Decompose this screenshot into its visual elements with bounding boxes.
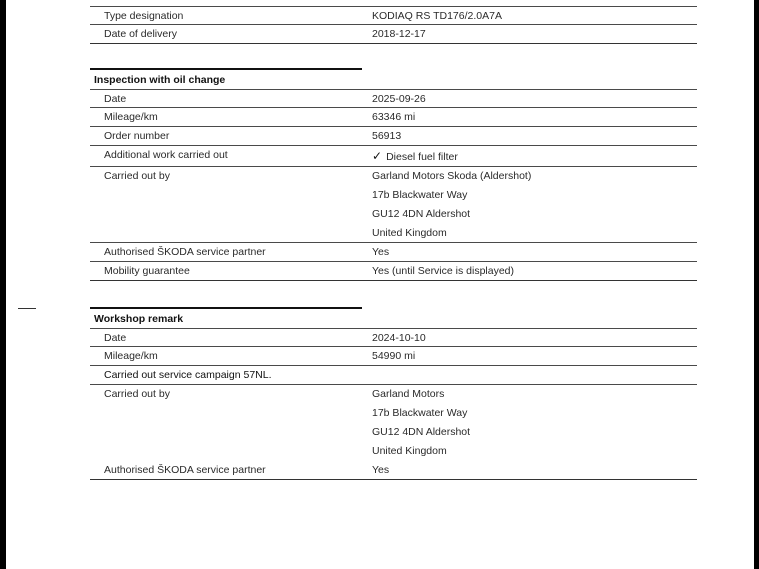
table-row — [90, 328, 697, 347]
workshop-mileage-label: Mileage/km — [104, 350, 158, 362]
table-row — [90, 127, 697, 146]
page-edge-mark — [18, 308, 36, 309]
additional-work-label: Additional work carried out — [104, 149, 228, 161]
checkmark-icon: ✓ — [372, 149, 383, 163]
table-row — [90, 243, 697, 262]
authorised-partner-label: Authorised ŠKODA service partner — [104, 246, 266, 258]
mobility-guarantee-value: Yes (until Service is displayed) — [372, 265, 515, 277]
authorised-partner-label: Authorised ŠKODA service partner — [104, 464, 266, 476]
workshop-remark-text: Carried out service campaign 57NL. — [104, 369, 272, 381]
table-row — [90, 442, 697, 461]
delivery-date-value: 2018-12-17 — [372, 28, 426, 40]
inspection-date-label: Date — [104, 93, 127, 105]
table-row — [90, 366, 697, 385]
order-number-value: 56913 — [372, 130, 402, 142]
service-record-page — [6, 0, 754, 569]
carried-out-by-label: Carried out by — [104, 388, 170, 400]
table-row — [90, 385, 697, 404]
table-row — [90, 186, 697, 205]
table-row — [90, 262, 697, 281]
carried-out-by-line: Garland Motors Skoda (Aldershot) — [372, 170, 532, 182]
table-row — [90, 108, 697, 127]
table-row — [90, 146, 697, 167]
order-number-label: Order number — [104, 130, 170, 142]
additional-work-text: Diesel fuel filter — [386, 151, 458, 163]
type-designation-value: KODIAQ RS TD176/2.0A7A — [372, 10, 502, 22]
table-row — [90, 224, 697, 243]
table-row — [90, 404, 697, 423]
table-row — [90, 25, 697, 44]
table-row — [90, 167, 697, 186]
inspection-section-title: Inspection with oil change — [90, 68, 362, 86]
carried-out-by-line: GU12 4DN Aldershot — [372, 426, 471, 438]
authorised-partner-value: Yes — [372, 246, 390, 258]
carried-out-by-line: Garland Motors — [372, 388, 445, 400]
workshop-date-value: 2024-10-10 — [372, 332, 426, 344]
workshop-section-title: Workshop remark — [90, 307, 362, 325]
table-row — [90, 461, 697, 480]
vehicle-info-table — [90, 6, 697, 44]
delivery-date-label: Date of delivery — [104, 28, 177, 40]
inspection-mileage-label: Mileage/km — [104, 111, 158, 123]
table-row — [90, 423, 697, 442]
workshop-table — [90, 328, 697, 480]
inspection-table — [90, 89, 697, 281]
additional-work-value — [372, 149, 458, 163]
table-row — [90, 347, 697, 366]
carried-out-by-line: 17b Blackwater Way — [372, 407, 468, 419]
carried-out-by-label: Carried out by — [104, 170, 170, 182]
carried-out-by-line: United Kingdom — [372, 445, 447, 457]
carried-out-by-line: United Kingdom — [372, 227, 447, 239]
type-designation-label: Type designation — [104, 10, 184, 22]
inspection-date-value: 2025-09-26 — [372, 93, 426, 105]
workshop-mileage-value: 54990 mi — [372, 350, 416, 362]
table-row — [90, 205, 697, 224]
table-row — [90, 89, 697, 108]
authorised-partner-value: Yes — [372, 464, 390, 476]
carried-out-by-line: GU12 4DN Aldershot — [372, 208, 471, 220]
inspection-mileage-value: 63346 mi — [372, 111, 416, 123]
workshop-date-label: Date — [104, 332, 127, 344]
mobility-guarantee-label: Mobility guarantee — [104, 265, 190, 277]
carried-out-by-line: 17b Blackwater Way — [372, 189, 468, 201]
table-row — [90, 6, 697, 25]
